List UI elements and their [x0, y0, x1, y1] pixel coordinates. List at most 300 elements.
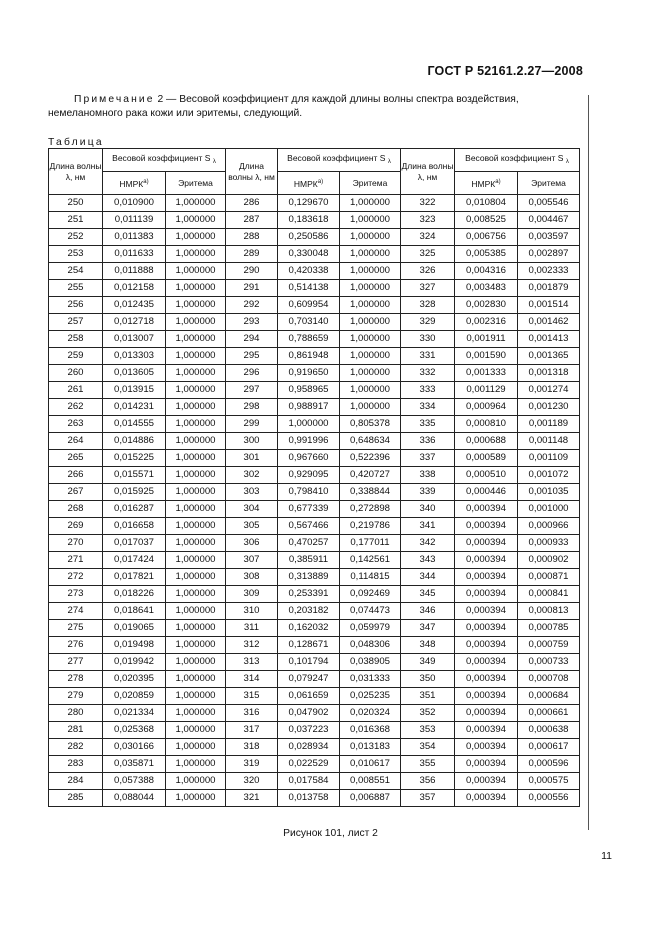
table-row — [49, 790, 580, 807]
table-cell: 0,001148 — [518, 433, 580, 450]
wavelength-header: Длина волны λ, нм — [226, 149, 278, 195]
table-cell: 0,253391 — [278, 586, 340, 603]
table-cell: 0,001365 — [518, 348, 580, 365]
table-cell: 0,101794 — [278, 654, 340, 671]
table-row — [49, 450, 580, 467]
table-cell: 0,019498 — [103, 637, 166, 654]
table-cell: 0,000394 — [455, 518, 518, 535]
table-cell: 0,000394 — [455, 773, 518, 790]
table-cell: 0,567466 — [278, 518, 340, 535]
table-cell: 1,000000 — [166, 654, 226, 671]
erythema-header: Эритема — [340, 172, 401, 195]
table-cell: 320 — [226, 773, 278, 790]
table-cell: 0,025235 — [340, 688, 401, 705]
table-cell: 0,010617 — [340, 756, 401, 773]
table-cell: 1,000000 — [340, 280, 401, 297]
table-cell: 263 — [49, 416, 103, 433]
table-row — [49, 195, 580, 212]
table-cell: 0,016658 — [103, 518, 166, 535]
table-cell: 1,000000 — [340, 399, 401, 416]
table-cell: 344 — [401, 569, 455, 586]
nmrk-header: $НМРК^{а)}$ — [278, 172, 340, 195]
table-cell: 0,061659 — [278, 688, 340, 705]
table-cell: 0,088044 — [103, 790, 166, 807]
table-cell: 0,000810 — [455, 416, 518, 433]
table-cell: 0,020395 — [103, 671, 166, 688]
table-cell: 0,000394 — [455, 620, 518, 637]
table-cell: 253 — [49, 246, 103, 263]
table-cell: 289 — [226, 246, 278, 263]
table-cell: 0,001274 — [518, 382, 580, 399]
table-cell: 329 — [401, 314, 455, 331]
table-cell: 342 — [401, 535, 455, 552]
table-cell: 1,000000 — [166, 603, 226, 620]
table-cell: 0,006887 — [340, 790, 401, 807]
table-row — [49, 637, 580, 654]
table-cell: 1,000000 — [340, 246, 401, 263]
table-cell: 1,000000 — [340, 195, 401, 212]
table-cell: 0,035871 — [103, 756, 166, 773]
table-cell: 1,000000 — [340, 212, 401, 229]
table-cell: 286 — [226, 195, 278, 212]
table-cell: 0,000617 — [518, 739, 580, 756]
table-cell: 275 — [49, 620, 103, 637]
table-cell: 0,074473 — [340, 603, 401, 620]
table-cell: 302 — [226, 467, 278, 484]
table-cell: 0,013007 — [103, 331, 166, 348]
table-cell: 0,420338 — [278, 263, 340, 280]
table-cell: 0,005546 — [518, 195, 580, 212]
table-cell: 324 — [401, 229, 455, 246]
table-row — [49, 484, 580, 501]
table-cell: 1,000000 — [340, 263, 401, 280]
table-cell: 334 — [401, 399, 455, 416]
table-row — [49, 620, 580, 637]
table-cell: 0,005385 — [455, 246, 518, 263]
table-cell: 0,000394 — [455, 501, 518, 518]
table-row — [49, 722, 580, 739]
table-cell: 353 — [401, 722, 455, 739]
table-cell: 0,001911 — [455, 331, 518, 348]
table-cell: 1,000000 — [166, 246, 226, 263]
table-cell: 0,022529 — [278, 756, 340, 773]
table-cell: 322 — [401, 195, 455, 212]
note-paragraph — [48, 93, 578, 121]
table-cell: 351 — [401, 688, 455, 705]
table-cell: 1,000000 — [166, 739, 226, 756]
table-cell: 0,059979 — [340, 620, 401, 637]
table-cell: 0,020859 — [103, 688, 166, 705]
table-cell: 341 — [401, 518, 455, 535]
table-cell: 0,001129 — [455, 382, 518, 399]
table-cell: 272 — [49, 569, 103, 586]
table-cell: 290 — [226, 263, 278, 280]
table-row — [49, 501, 580, 518]
table-cell: 1,000000 — [166, 297, 226, 314]
table-cell: 0,018226 — [103, 586, 166, 603]
table-cell: 0,000813 — [518, 603, 580, 620]
table-cell: 281 — [49, 722, 103, 739]
table-cell: 1,000000 — [166, 671, 226, 688]
table-cell: 0,000394 — [455, 722, 518, 739]
table-cell: 0,000556 — [518, 790, 580, 807]
table-cell: 1,000000 — [166, 705, 226, 722]
table-row — [49, 552, 580, 569]
table-cell: 323 — [401, 212, 455, 229]
table-cell: 0,018641 — [103, 603, 166, 620]
table-cell: 268 — [49, 501, 103, 518]
table-cell: 0,001109 — [518, 450, 580, 467]
table-cell: 348 — [401, 637, 455, 654]
erythema-header: Эритема — [518, 172, 580, 195]
table-cell: 0,010900 — [103, 195, 166, 212]
table-cell: 1,000000 — [166, 722, 226, 739]
table-cell: 0,001189 — [518, 416, 580, 433]
table-cell: 280 — [49, 705, 103, 722]
table-cell: 0,017584 — [278, 773, 340, 790]
table-cell: 0,017424 — [103, 552, 166, 569]
table-cell: 0,128671 — [278, 637, 340, 654]
table-cell: 0,000394 — [455, 756, 518, 773]
table-row — [49, 705, 580, 722]
table-cell: 0,000510 — [455, 467, 518, 484]
table-cell: 0,001413 — [518, 331, 580, 348]
table-cell: 0,313889 — [278, 569, 340, 586]
table-cell: 318 — [226, 739, 278, 756]
table-cell: 1,000000 — [166, 569, 226, 586]
table-row — [49, 280, 580, 297]
table-cell: 1,000000 — [340, 348, 401, 365]
table-cell: 0,013303 — [103, 348, 166, 365]
table-cell: 0,014886 — [103, 433, 166, 450]
table-cell: 1,000000 — [166, 535, 226, 552]
table-cell: 347 — [401, 620, 455, 637]
table-cell: 256 — [49, 297, 103, 314]
table-row — [49, 467, 580, 484]
table-cell: 0,000785 — [518, 620, 580, 637]
table-cell: 0,177011 — [340, 535, 401, 552]
table-cell: 0,002830 — [455, 297, 518, 314]
table-cell: 319 — [226, 756, 278, 773]
table-cell: 0,114815 — [340, 569, 401, 586]
table-cell: 0,000394 — [455, 688, 518, 705]
table-cell: 0,013915 — [103, 382, 166, 399]
nmrk-header: $НМРК^{а)}$ — [455, 172, 518, 195]
table-cell: 0,470257 — [278, 535, 340, 552]
table-cell: 0,000394 — [455, 637, 518, 654]
table-cell: 277 — [49, 654, 103, 671]
table-row — [49, 399, 580, 416]
table-cell: 1,000000 — [166, 552, 226, 569]
table-cell: 1,000000 — [166, 688, 226, 705]
table-cell: 0,648634 — [340, 433, 401, 450]
table-cell: 250 — [49, 195, 103, 212]
table-cell: 0,514138 — [278, 280, 340, 297]
table-cell: 0,014231 — [103, 399, 166, 416]
table-cell: 1,000000 — [340, 331, 401, 348]
table-row — [49, 365, 580, 382]
table-cell: 0,162032 — [278, 620, 340, 637]
table-cell: 276 — [49, 637, 103, 654]
table-cell: 350 — [401, 671, 455, 688]
table-cell: 1,000000 — [340, 365, 401, 382]
table-cell: 0,057388 — [103, 773, 166, 790]
table-cell: 0,028934 — [278, 739, 340, 756]
table-row — [49, 212, 580, 229]
table-cell: 307 — [226, 552, 278, 569]
table-cell: 273 — [49, 586, 103, 603]
table-cell: 0,919650 — [278, 365, 340, 382]
table-cell: 0,001333 — [455, 365, 518, 382]
table-cell: 0,420727 — [340, 467, 401, 484]
weight-header: Весовой коэффициент S $_\lambda$ — [455, 149, 580, 172]
table-cell: 335 — [401, 416, 455, 433]
table-cell: 1,000000 — [166, 229, 226, 246]
table-cell: 308 — [226, 569, 278, 586]
table-cell: 0,002333 — [518, 263, 580, 280]
table-cell: 1,000000 — [340, 314, 401, 331]
table-cell: 0,609954 — [278, 297, 340, 314]
table-cell: 0,000394 — [455, 790, 518, 807]
table-row — [49, 569, 580, 586]
table-cell: 316 — [226, 705, 278, 722]
table-cell: 0,991996 — [278, 433, 340, 450]
table-cell: 0,079247 — [278, 671, 340, 688]
table-cell: 0,000638 — [518, 722, 580, 739]
table-cell: 285 — [49, 790, 103, 807]
table-cell: 0,019065 — [103, 620, 166, 637]
table-cell: 255 — [49, 280, 103, 297]
weight-coefficient-table — [48, 148, 580, 807]
table-cell: 1,000000 — [166, 365, 226, 382]
table-cell: 355 — [401, 756, 455, 773]
nmrk-header: $НМРК^{а)}$ — [103, 172, 166, 195]
table-cell: 1,000000 — [166, 212, 226, 229]
table-cell: 328 — [401, 297, 455, 314]
table-row — [49, 773, 580, 790]
table-row — [49, 297, 580, 314]
table-cell: 282 — [49, 739, 103, 756]
table-cell: 313 — [226, 654, 278, 671]
table-cell: 1,000000 — [166, 773, 226, 790]
table-cell: 0,011633 — [103, 246, 166, 263]
table-cell: 314 — [226, 671, 278, 688]
table-cell: 0,000575 — [518, 773, 580, 790]
table-cell: 0,677339 — [278, 501, 340, 518]
table-cell: 352 — [401, 705, 455, 722]
table-cell: 0,004316 — [455, 263, 518, 280]
table-cell: 1,000000 — [166, 382, 226, 399]
table-cell: 0,012158 — [103, 280, 166, 297]
table-cell: 0,000394 — [455, 671, 518, 688]
table-cell: 297 — [226, 382, 278, 399]
table-cell: 0,000394 — [455, 586, 518, 603]
table-cell: 304 — [226, 501, 278, 518]
wavelength-header: Длина волны λ, нм — [49, 149, 103, 195]
table-cell: 356 — [401, 773, 455, 790]
table-cell: 252 — [49, 229, 103, 246]
table-row — [49, 535, 580, 552]
table-cell: 1,000000 — [166, 637, 226, 654]
table-cell: 0,001514 — [518, 297, 580, 314]
table-body — [49, 195, 580, 807]
table-cell: 0,003483 — [455, 280, 518, 297]
table-cell: 267 — [49, 484, 103, 501]
table-cell: 0,006756 — [455, 229, 518, 246]
table-cell: 270 — [49, 535, 103, 552]
wavelength-header: Длина волны λ, нм — [401, 149, 455, 195]
table-cell: 271 — [49, 552, 103, 569]
table-cell: 1,000000 — [166, 416, 226, 433]
table-cell: 0,001072 — [518, 467, 580, 484]
table-row — [49, 382, 580, 399]
table-cell: 0,011888 — [103, 263, 166, 280]
table-cell: 0,000394 — [455, 569, 518, 586]
table-cell: 261 — [49, 382, 103, 399]
table-row — [49, 331, 580, 348]
table-cell: 0,013605 — [103, 365, 166, 382]
table-cell: 0,000933 — [518, 535, 580, 552]
table-cell: 0,016287 — [103, 501, 166, 518]
table-cell: 0,000684 — [518, 688, 580, 705]
table-cell: 1,000000 — [340, 229, 401, 246]
table-cell: 0,000661 — [518, 705, 580, 722]
table-cell: 0,000394 — [455, 552, 518, 569]
table-cell: 0,019942 — [103, 654, 166, 671]
table-cell: 1,000000 — [166, 620, 226, 637]
table-row — [49, 671, 580, 688]
figure-caption: Рисунок 101, лист 2 — [283, 828, 378, 839]
table-cell: 0,798410 — [278, 484, 340, 501]
table-cell: 0,861948 — [278, 348, 340, 365]
table-cell: 0,929095 — [278, 467, 340, 484]
table-cell: 0,092469 — [340, 586, 401, 603]
table-cell: 0,000841 — [518, 586, 580, 603]
table-row — [49, 348, 580, 365]
table-cell: 0,805378 — [340, 416, 401, 433]
table-cell: 298 — [226, 399, 278, 416]
table-cell: 0,988917 — [278, 399, 340, 416]
table-row — [49, 688, 580, 705]
note-label: Примечание — [74, 94, 155, 105]
table-cell: 264 — [49, 433, 103, 450]
table-cell: 279 — [49, 688, 103, 705]
table-cell: 0,008551 — [340, 773, 401, 790]
table-row — [49, 416, 580, 433]
table-cell: 301 — [226, 450, 278, 467]
page-number: 11 — [601, 850, 612, 862]
table-cell: 306 — [226, 535, 278, 552]
table-cell: 0,250586 — [278, 229, 340, 246]
table-cell: 0,015925 — [103, 484, 166, 501]
table-cell: 260 — [49, 365, 103, 382]
table-cell: 311 — [226, 620, 278, 637]
table-cell: 0,025368 — [103, 722, 166, 739]
table-row — [49, 586, 580, 603]
table-cell: 331 — [401, 348, 455, 365]
table-cell: 349 — [401, 654, 455, 671]
table-cell: 1,000000 — [340, 297, 401, 314]
table-cell: 327 — [401, 280, 455, 297]
table-cell: 0,385911 — [278, 552, 340, 569]
table-row — [49, 518, 580, 535]
table-cell: 0,000446 — [455, 484, 518, 501]
table-cell: 0,047902 — [278, 705, 340, 722]
table-cell: 1,000000 — [166, 314, 226, 331]
table-cell: 0,013183 — [340, 739, 401, 756]
table-cell: 346 — [401, 603, 455, 620]
table-cell: 0,000902 — [518, 552, 580, 569]
table-cell: 326 — [401, 263, 455, 280]
table-cell: 293 — [226, 314, 278, 331]
table-cell: 0,001590 — [455, 348, 518, 365]
table-cell: 0,017037 — [103, 535, 166, 552]
table-cell: 0,011383 — [103, 229, 166, 246]
weight-header: Весовой коэффициент S $_\lambda$ — [278, 149, 401, 172]
table-cell: 300 — [226, 433, 278, 450]
table-row — [49, 433, 580, 450]
table-cell: 336 — [401, 433, 455, 450]
table-cell: 0,014555 — [103, 416, 166, 433]
table-cell: 266 — [49, 467, 103, 484]
table-cell: 0,000596 — [518, 756, 580, 773]
table-caption: Таблица — [48, 137, 104, 148]
table-cell: 294 — [226, 331, 278, 348]
table-row — [49, 603, 580, 620]
table-cell: 0,142561 — [340, 552, 401, 569]
weight-header: Весовой коэффициент S $_\lambda$ — [103, 149, 226, 172]
table-cell: 305 — [226, 518, 278, 535]
table-cell: 0,004467 — [518, 212, 580, 229]
table-cell: 0,000966 — [518, 518, 580, 535]
table-cell: 310 — [226, 603, 278, 620]
table-cell: 0,000733 — [518, 654, 580, 671]
table-cell: 0,037223 — [278, 722, 340, 739]
table-cell: 338 — [401, 467, 455, 484]
table-cell: 0,020324 — [340, 705, 401, 722]
table-cell: 0,001000 — [518, 501, 580, 518]
table-cell: 0,272898 — [340, 501, 401, 518]
table-cell: 251 — [49, 212, 103, 229]
table-cell: 0,030166 — [103, 739, 166, 756]
table-cell: 1,000000 — [166, 501, 226, 518]
table-cell: 265 — [49, 450, 103, 467]
table-cell: 1,000000 — [166, 586, 226, 603]
table-cell: 0,000708 — [518, 671, 580, 688]
table-cell: 0,031333 — [340, 671, 401, 688]
table-cell: 1,000000 — [166, 263, 226, 280]
table-row — [49, 246, 580, 263]
table-cell: 0,012435 — [103, 297, 166, 314]
table-cell: 0,001462 — [518, 314, 580, 331]
table-row — [49, 654, 580, 671]
table-cell: 284 — [49, 773, 103, 790]
table-cell: 0,001035 — [518, 484, 580, 501]
table-cell: 0,001318 — [518, 365, 580, 382]
table-cell: 312 — [226, 637, 278, 654]
table-cell: 0,001230 — [518, 399, 580, 416]
table-cell: 0,015225 — [103, 450, 166, 467]
table-cell: 0,000394 — [455, 535, 518, 552]
table-cell: 283 — [49, 756, 103, 773]
table-cell: 288 — [226, 229, 278, 246]
table-cell: 0,016368 — [340, 722, 401, 739]
table-cell: 278 — [49, 671, 103, 688]
page-edge-line — [588, 95, 589, 830]
table-cell: 0,017821 — [103, 569, 166, 586]
table-cell: 0,013758 — [278, 790, 340, 807]
table-cell: 291 — [226, 280, 278, 297]
